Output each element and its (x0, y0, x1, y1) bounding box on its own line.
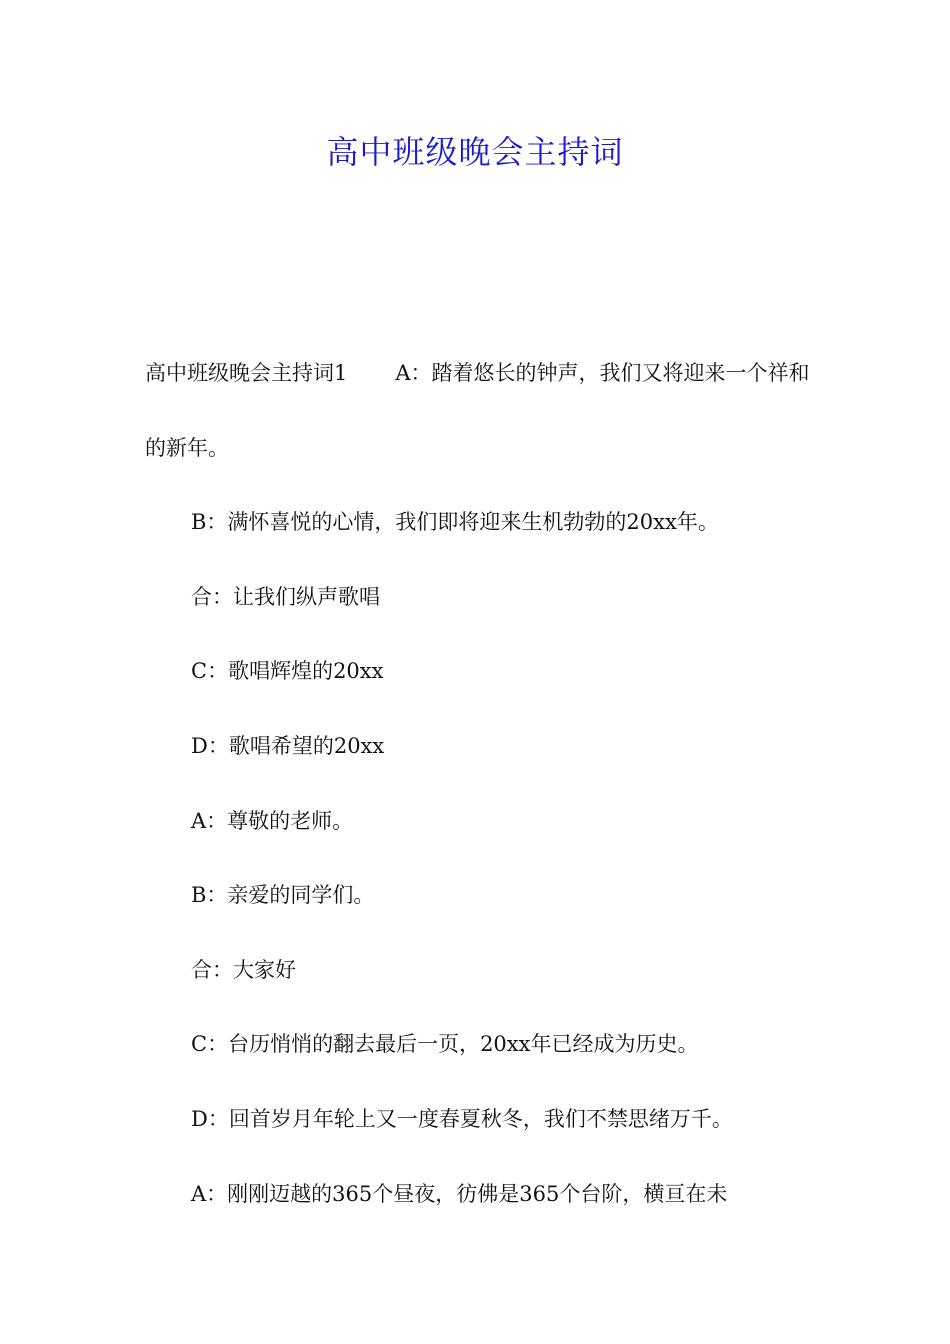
paragraph: C：歌唱辉煌的20xx (191, 659, 384, 684)
document-title: 高中班级晚会主持词 (326, 133, 624, 171)
paragraph: B：满怀喜悦的心情，我们即将迎来生机勃勃的20xx年。 (191, 510, 719, 535)
paragraph: D：回首岁月年轮上又一度春夏秋冬，我们不禁思绪万千。 (191, 1106, 733, 1131)
paragraph: 合：大家好 (191, 957, 296, 982)
paragraph: A：刚刚迈越的365个昼夜，彷佛是365个台阶，横亘在未 (191, 1181, 728, 1206)
paragraph-1 (145, 336, 810, 485)
paragraph: 合：让我们纵声歌唱 (191, 584, 380, 609)
document-body (145, 336, 810, 1231)
paragraph: C：台历悄悄的翻去最后一页，20xx年已经成为历史。 (191, 1032, 699, 1057)
paragraph-1-text: A：踏着悠长的钟声，我们又将迎来一个祥和的新年。 (145, 361, 810, 460)
section-heading: 高中班级晚会主持词1 (145, 361, 348, 385)
paragraph: A：尊敬的老师。 (191, 808, 354, 833)
paragraph: B：亲爱的同学们。 (191, 883, 375, 908)
paragraph: D：歌唱希望的20xx (191, 733, 385, 758)
